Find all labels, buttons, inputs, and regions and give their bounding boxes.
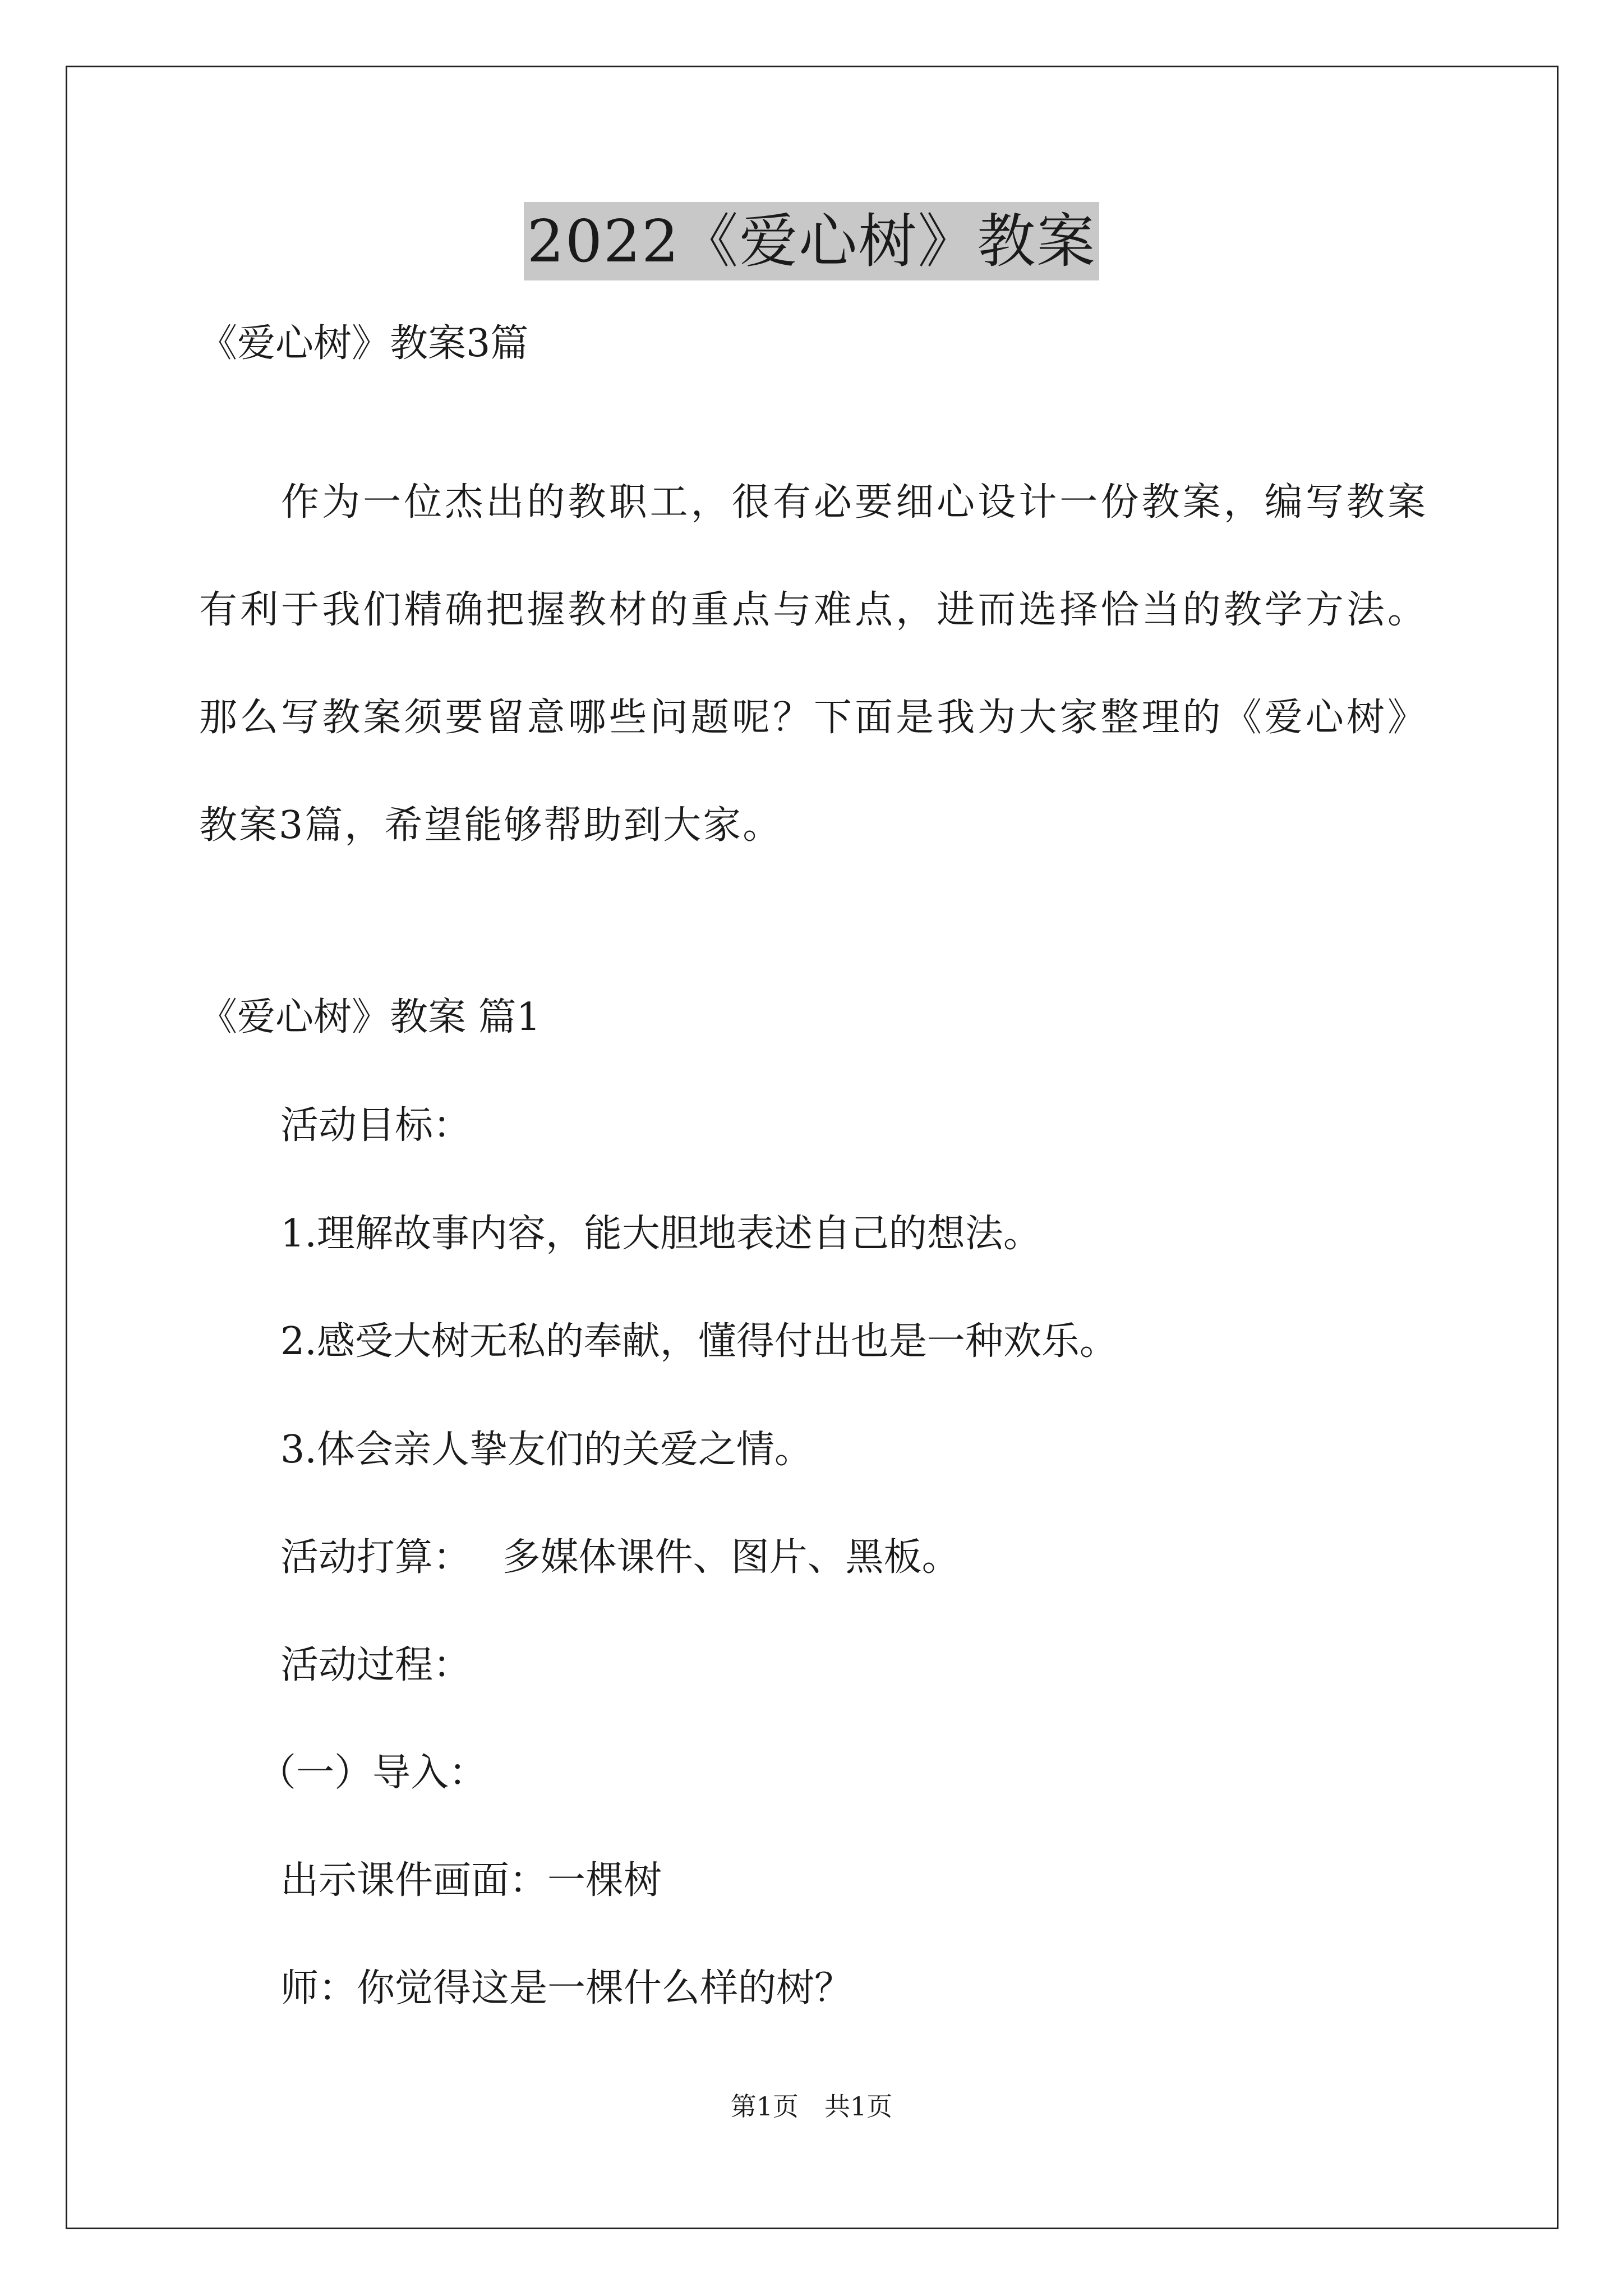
title-container: [0, 202, 1623, 280]
body-line: （一）导入：: [258, 1751, 487, 1795]
body-line: 2.感受大树无私的奉献，懂得付出也是一种欢乐。: [280, 1319, 1118, 1364]
body-line: 活动目标：: [280, 1103, 472, 1148]
body-line: 活动过程：: [280, 1643, 472, 1687]
body-line: 3.体会亲人挚友们的关爱之情。: [280, 1428, 813, 1472]
body-line: 师：你觉得这是一棵什么样的树？: [280, 1966, 853, 2010]
body-line: 1.理解故事内容，能大胆地表述自己的想法。: [280, 1212, 1041, 1256]
document-subtitle: 《爱心树》教案3篇: [199, 321, 529, 366]
intro-paragraph: 作为一位杰出的教职工，很有必要细心设计一份教案，编写教案有利于我们精确把握教材的重点与难点，进而选择恰当的教学方法。那么写教案须要留意哪些问题呢？下面是我为大家整理的《爱心树》教案3篇，希望能够帮助到大家。: [199, 480, 1427, 848]
body-line: 出示课件画面：一棵树: [280, 1858, 662, 1903]
body-line: 活动打算： 多媒体课件、图片、黑板。: [280, 1535, 960, 1580]
section-heading: 《爱心树》教案 篇1: [199, 995, 541, 1039]
page-footer: 第1页 共1页: [730, 2091, 893, 2122]
document-title: 2022《爱心树》教案: [524, 202, 1100, 280]
